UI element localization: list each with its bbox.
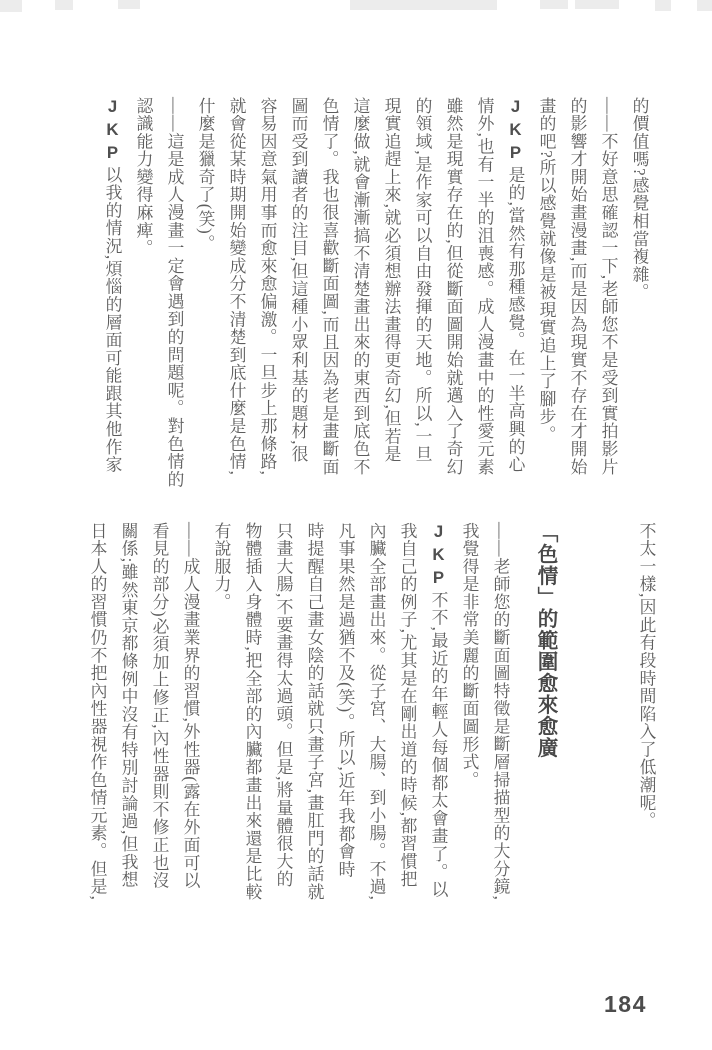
text-column: 的領域,是作家可以自由發揮的天地。所以,一旦	[413, 97, 432, 464]
section-heading: 「色情」的範圍愈來愈廣	[534, 522, 557, 759]
text-column: 物體插入身體時,把全部的內臟都畫出來還是比較	[243, 522, 262, 901]
speaker-label: JKP	[429, 522, 448, 591]
text-column: 情外,也有一半的沮喪感。成人漫畫中的性愛元素	[475, 97, 494, 476]
text-column: 的價值嗎?感覺相當複雜。	[630, 97, 649, 302]
text-column: 看見的部分)必須加上修正,內性器則不修正也沒	[150, 522, 169, 890]
scan-artifact	[55, 0, 73, 10]
interviewer-question-column: ——老師您的斷面圖特徵是斷層掃描型的大分鏡,	[491, 522, 510, 901]
text-column: 這麼做,就會漸漸搞不清楚畫出來的東西到底色不	[351, 97, 370, 476]
interviewer-question-column: ——成人漫畫業界的習慣,外性器(露在外面可以	[181, 522, 200, 890]
text-column: 容易因意氣用事而愈來愈偏激。一旦步上那條路,	[258, 97, 277, 476]
bottom-text-block	[82, 522, 662, 936]
scan-artifact	[655, 0, 671, 11]
text-column: 只畫大腸,不要畫得太過頭。但是,將量體很大的	[274, 522, 293, 889]
text-column: 凡事果然是過猶不及(笑)。所以,近年我都會時	[336, 522, 355, 879]
page-number: 184	[604, 991, 647, 1017]
speaker-answer-column	[423, 522, 454, 936]
interviewer-question-column: ——這是成人漫畫一定會遇到的問題呢。對色情的	[165, 97, 184, 489]
text-column: 不太一樣,因此有段時間陷入了低潮呢。	[637, 522, 656, 830]
text-column: 我自己的例子,尤其是在剛出道的時候,都習慣把	[398, 522, 417, 889]
text-column: 雖然是現實存在的,但從斷面圖開始就邁入了奇幻	[444, 97, 463, 476]
text-column: 內臟全部畫出來。從子宮、大腸、到小腸。不過,	[367, 522, 386, 901]
interviewer-question-column: ——不好意思確認一下,老師您不是受到實拍影片	[599, 97, 618, 476]
top-text-block	[97, 97, 655, 511]
text-column: 我覺得是非常美麗的斷面圖形式。	[460, 522, 479, 789]
speaker-label: JKP	[103, 97, 122, 166]
scan-artifact	[118, 0, 140, 9]
speaker-answer-column	[500, 97, 531, 511]
text-column: 現實追趕上來,就必須想辦法畫得更奇幻,但若是	[382, 97, 401, 464]
answer-text: 是的,當然有那種感覺。在一半高興的心	[506, 166, 525, 474]
scan-artifact	[540, 0, 568, 9]
text-column: 圖而受到讀者的注目,但這種小眾利基的題材,很	[289, 97, 308, 464]
scan-artifact	[350, 0, 497, 10]
answer-text: 以我的情況,煩惱的層面可能跟其他作家	[103, 166, 122, 474]
text-column: 畫的吧?所以感覺就像是被現實追上了腳步。	[537, 97, 556, 444]
text-column: 什麼是獵奇了(笑)。	[196, 97, 215, 253]
text-column: 關係;雖然東京都條例中沒有特別討論過,但我想	[119, 522, 138, 889]
text-column: 的影響才開始畫漫畫,而是因為現實不存在才開始	[568, 97, 587, 476]
speaker-label: JKP	[506, 97, 525, 166]
text-column: 有說服力。	[212, 522, 231, 611]
text-column: 日本人的習慣仍不把內性器視作色情元素。但是,	[88, 522, 107, 901]
answer-text: 不不,最近的年輕人每個都太會畫了。以	[429, 591, 448, 899]
text-column: 認識能力變得麻痺。	[134, 97, 153, 258]
scan-artifact	[575, 0, 619, 9]
speaker-answer-column	[97, 97, 128, 511]
scan-artifact	[0, 0, 22, 12]
text-column: 色情了。我也很喜歡斷面圖,而且因為老是畫斷面	[320, 97, 339, 476]
text-column: 就會從某時期開始變成分不清楚到底什麼是色情,	[227, 97, 246, 476]
text-column: 時提醒自己畫女陰的話就只畫子宮,畫肛門的話就	[305, 522, 324, 901]
scan-artifact	[697, 0, 712, 11]
